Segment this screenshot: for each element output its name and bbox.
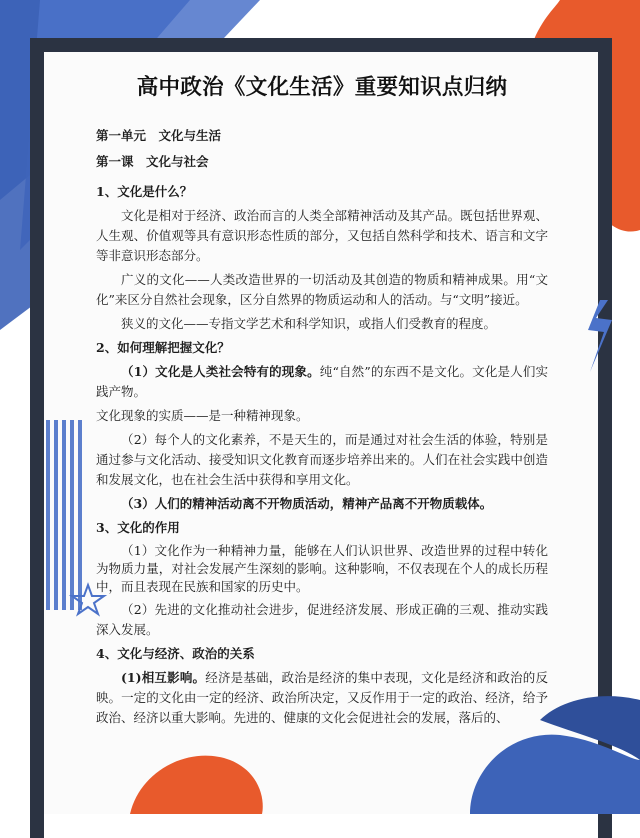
blue-blob: [470, 735, 640, 814]
paragraph: 广义的文化——人类改造世界的一切活动及其创造的物质和精神成果。用“文化”来区分自然社会现象，区分自然界的物质运动和人的活动。与“文明”接近。: [96, 272, 548, 307]
emphasis-text: （1）文化是人类社会特有的现象。: [121, 364, 320, 379]
lesson-heading: 第一课 文化与社会: [96, 154, 209, 169]
stripe-pattern: [46, 420, 82, 610]
paragraph: （2）先进的文化推动社会进步，促进经济发展、形成正确的三观、推动实践深入发展。: [96, 602, 548, 637]
paragraph-text: 纯“自然”的东西不是文化。文化是人们实践产物。: [96, 364, 548, 399]
paragraph: 狭义的文化——专指文学艺术和科学知识，或指人们受教育的程度。: [121, 316, 497, 331]
document-body: [96, 64, 548, 732]
page-title: 高中政治《文化生活》重要知识点归纳: [136, 75, 508, 100]
paragraph: [96, 668, 548, 728]
paragraph: [96, 362, 548, 402]
paragraph-text: 经济是基础，政治是经济的集中表现，文化是经济和政治的反映。一定的文化由一定的经济、政治所决定，又反作用于一定的政治、经济，给予政治、经济以重大影响。先进的、健康的文化会促进社会的发展，落后的、: [96, 670, 548, 725]
section-heading: 4、文化与经济、政治的关系: [96, 646, 255, 661]
paragraph: 文化现象的实质——是一种精神现象。: [96, 408, 309, 423]
section-heading: 1、文化是什么？: [96, 184, 193, 199]
emphasis-text: (1)相互影响。: [121, 670, 206, 685]
unit-heading: 第一单元 文化与生活: [96, 128, 222, 143]
section-heading: 2、如何理解把握文化？: [96, 340, 230, 355]
paragraph: （3）人们的精神活动离不开物质活动，精神产品离不开物质载体。: [121, 496, 493, 511]
section-heading: 3、文化的作用: [96, 520, 180, 535]
paragraph: 文化是相对于经济、政治而言的人类全部精神活动及其产品。既包括世界观、人生观、价值观等具有意识形态性质的部分，又包括自然科学和技术、语言和文字等非意识形态部分。: [96, 208, 548, 263]
lightning-icon: [588, 300, 612, 372]
paragraph: （1）文化作为一种精神力量，能够在人们认识世界、改造世界的过程中转化为物质力量，对社会发展产生深刻的影响。这种影响，不仅表现在个人的成长历程中，而且表现在民族和国家的历史中。: [96, 543, 548, 594]
paragraph: （2）每个人的文化素养，不是天生的，而是通过对社会生活的体验，特别是通过参与文化活动、接受知识文化教育而逐步培养出来的。人们在社会实践中创造和发展文化，也在社会生活中获得和享用文化。: [96, 432, 548, 487]
orange-blob: [130, 756, 263, 814]
